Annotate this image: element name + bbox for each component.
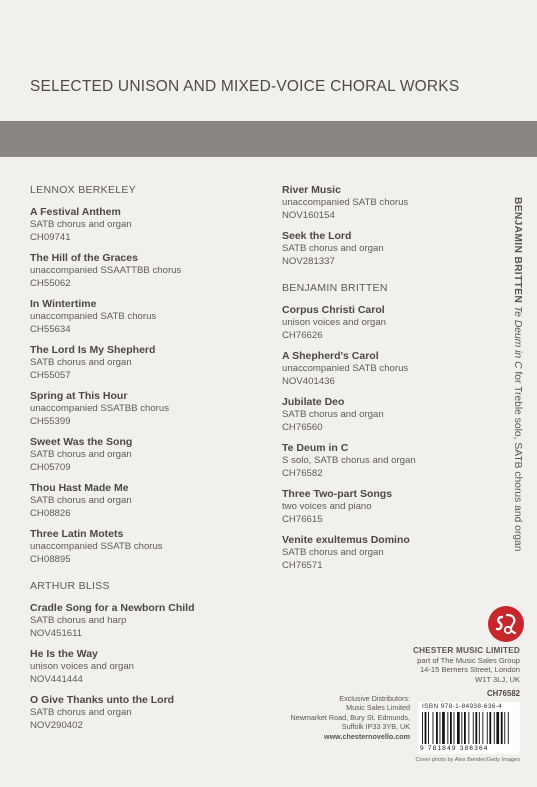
spine-detail: for Treble solo, SATB chorus and organ	[512, 371, 523, 552]
publisher-name: CHESTER MUSIC LIMITED	[413, 646, 520, 655]
spine-composer: BENJAMIN BRITTEN	[512, 197, 523, 304]
composer-heading: LENNOX BERKELEY	[30, 184, 137, 196]
work-title: The Hill of the Graces	[30, 252, 138, 264]
work-description: SATB chorus and organ	[30, 495, 132, 506]
work-title: Seek the Lord	[282, 230, 352, 242]
website-link[interactable]: www.chesternovello.com	[323, 731, 410, 741]
work-title: Venite exultemus Domino	[282, 534, 410, 546]
catalogue-number: CH76582	[487, 689, 520, 698]
work-code: CH76615	[282, 513, 323, 525]
work-code: NOV290402	[30, 719, 83, 731]
left-column	[30, 184, 270, 740]
work-code: NOV160154	[282, 209, 335, 221]
barcode-icon	[422, 712, 516, 744]
work-item	[282, 396, 502, 434]
work-item	[282, 350, 502, 388]
work-description: unaccompanied SSATBB chorus	[30, 403, 170, 414]
work-code: CH55057	[30, 369, 71, 381]
work-title: The Lord Is My Shepherd	[30, 344, 156, 356]
barcode-digits: 9 781849 386364	[420, 745, 489, 752]
page-title: SELECTED UNISON AND MIXED-VOICE CHORAL WORKS	[30, 78, 460, 95]
work-item	[30, 528, 270, 566]
photo-credit: Cover photo by Alex Bender/Getty Images	[415, 757, 520, 763]
work-description: unison voices and organ	[282, 317, 387, 328]
distributor-line: Exclusive Distributors:	[339, 694, 410, 703]
work-code: CH76582	[282, 467, 323, 479]
work-item	[282, 534, 502, 572]
work-item	[30, 436, 270, 474]
work-code: NOV281337	[282, 255, 335, 267]
work-item	[30, 390, 270, 428]
work-title: Three Latin Motets	[30, 528, 124, 540]
work-description: SATB chorus and organ	[282, 409, 384, 420]
work-code: CH76571	[282, 559, 323, 571]
composer-heading: ARTHUR BLISS	[30, 580, 110, 592]
work-item	[282, 184, 502, 222]
work-code: CH09741	[30, 231, 71, 243]
right-column	[282, 184, 502, 580]
work-title: Spring at This Hour	[30, 390, 128, 402]
work-title: Jubilate Deo	[282, 396, 345, 408]
distributor-line: Music Sales Limited	[346, 703, 410, 713]
work-code: CH76626	[282, 329, 323, 341]
publisher-info	[413, 646, 520, 684]
work-item	[282, 442, 502, 480]
distributor-line: Newmarket Road, Bury St. Edmunds,	[290, 712, 410, 722]
work-item	[282, 230, 502, 268]
work-description: unaccompanied SATB chorus	[282, 363, 409, 374]
work-description: unaccompanied SSAATTBB chorus	[30, 265, 182, 276]
distributor-info	[260, 694, 410, 741]
work-title: O Give Thanks unto the Lord	[30, 694, 175, 706]
publisher-line: part of The Music Sales Group	[417, 655, 520, 665]
composer-heading: BENJAMIN BRITTEN	[282, 282, 388, 294]
publisher-line: W1T 3LJ, UK	[474, 674, 520, 684]
header-band	[0, 121, 537, 157]
work-item	[30, 694, 270, 732]
spine-work: Te Deum in C	[512, 305, 523, 369]
work-description: SATB chorus and organ	[30, 707, 132, 718]
work-description: two voices and piano	[282, 501, 372, 512]
work-code: CH55062	[30, 277, 71, 289]
work-description: SATB chorus and organ	[30, 449, 132, 460]
work-description: SATB chorus and organ	[282, 547, 384, 558]
work-code: NOV401436	[282, 375, 335, 387]
distributor-line: Suffolk IP33 3YB, UK	[341, 722, 410, 732]
work-title: A Shepherd's Carol	[282, 350, 379, 362]
work-item	[30, 252, 270, 290]
work-description: unison voices and organ	[30, 661, 135, 672]
work-item	[30, 298, 270, 336]
work-title: He Is the Way	[30, 648, 98, 660]
work-title: River Music	[282, 184, 341, 196]
work-item	[282, 304, 502, 342]
work-description: SATB chorus and organ	[30, 357, 132, 368]
work-code: CH08826	[30, 507, 71, 519]
barcode	[418, 702, 520, 754]
work-title: Thou Hast Made Me	[30, 482, 129, 494]
work-title: Sweet Was the Song	[30, 436, 133, 448]
spine-text	[507, 197, 523, 552]
work-code: NOV451611	[30, 627, 83, 639]
work-description: SATB chorus and harp	[30, 615, 127, 626]
work-item	[30, 482, 270, 520]
work-code: CH55634	[30, 323, 71, 335]
work-code: CH08895	[30, 553, 71, 565]
work-code: CH76560	[282, 421, 323, 433]
work-item	[282, 488, 502, 526]
work-item	[30, 206, 270, 244]
work-title: Three Two-part Songs	[282, 488, 393, 500]
work-item	[30, 344, 270, 382]
work-item	[30, 602, 270, 640]
work-item	[30, 648, 270, 686]
chester-logo-icon	[488, 606, 524, 642]
work-description: SATB chorus and organ	[30, 219, 132, 230]
work-description: unaccompanied SSATB chorus	[30, 541, 163, 552]
work-title: Corpus Christi Carol	[282, 304, 385, 316]
work-code: CH05709	[30, 461, 71, 473]
work-code: NOV441444	[30, 673, 83, 685]
isbn-text: ISBN 978-1-84938-636-4	[422, 703, 503, 710]
work-description: SATB chorus and organ	[282, 243, 384, 254]
publisher-line: 14-15 Berners Street, London	[419, 665, 520, 675]
work-title: Cradle Song for a Newborn Child	[30, 602, 195, 614]
work-description: unaccompanied SATB chorus	[30, 311, 157, 322]
work-description: S solo, SATB chorus and organ	[282, 455, 416, 466]
work-code: CH55399	[30, 415, 71, 427]
work-title: In Wintertime	[30, 298, 97, 310]
work-description: unaccompanied SATB chorus	[282, 197, 409, 208]
work-title: Te Deum in C	[282, 442, 349, 454]
work-title: A Festival Anthem	[30, 206, 121, 218]
